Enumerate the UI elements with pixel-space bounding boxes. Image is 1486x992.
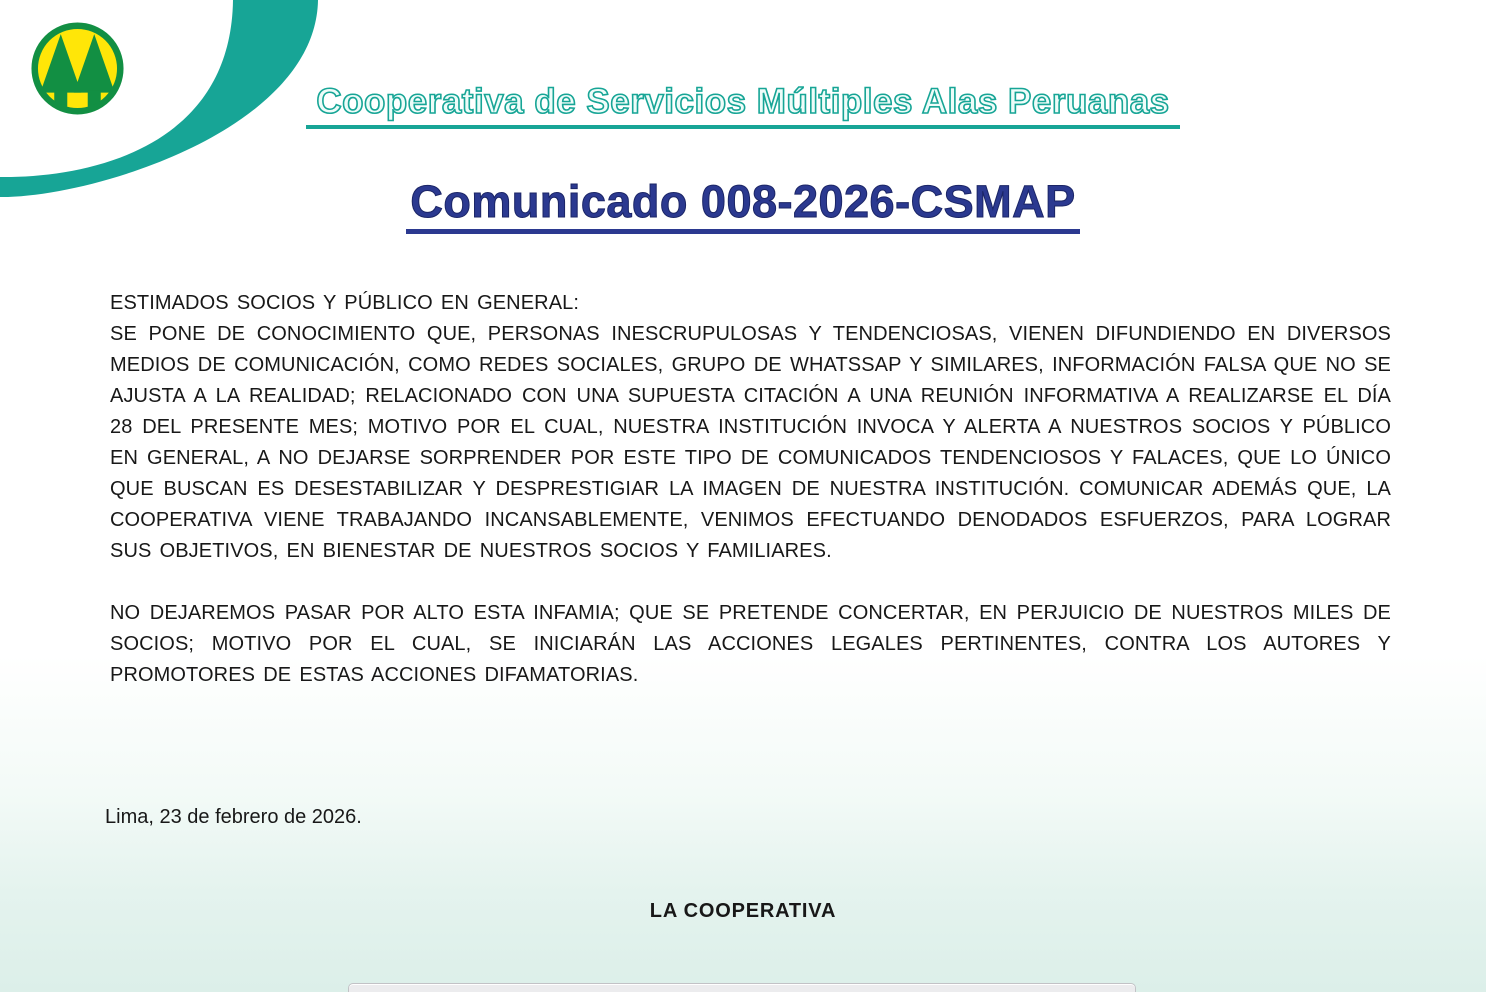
salutation-line: ESTIMADOS SOCIOS Y PÚBLICO EN GENERAL: xyxy=(110,292,580,314)
document-title: Comunicado 008-2026-CSMAP xyxy=(406,176,1079,234)
org-name-header xyxy=(0,82,1486,129)
body-paragraph-1: SE PONE DE CONOCIMIENTO QUE, PERSONAS INESCRUPULOSAS Y TENDENCIOSAS, VIENEN DIFUNDIENDO EN DIVERSOS MEDIOS DE COMUNICACIÓN, COMO REDES SOCIALES, GRUPO DE WHATSSAP Y SIMILARES, INFORMACIÓN FALSA QUE NO SE AJUSTA A LA REALIDAD; RELACIONADO CON UNA SUPUESTA CITACIÓN A UNA REUNIÓN INFORMATIVA A REALIZARSE EL DÍA 28 DEL PRESENTE MES; MOTIVO POR EL CUAL, NUESTRA INSTITUCIÓN INVOCA Y ALERTA A NUESTROS SOCIOS Y PÚBLICO EN GENERAL, A NO DEJARSE SORPRENDER POR ESTE TIPO DE COMUNICADOS TENDENCIOSOS Y FALACES, QUE LO ÚNICO QUE BUSCAN ES DESESTABILIZAR Y DESPRESTIGIAR LA IMAGEN DE NUESTRA INSTITUCIÓN. COMUNICAR ADEMÁS QUE, LA COOPERATIVA VIENE TRABAJANDO INCANSABLEMENTE, VENIMOS EFECTUANDO DENODADOS ESFUERZOS, PARA LOGRAR SUS OBJETIVOS, EN BIENESTAR DE NUESTROS SOCIOS Y FAMILIARES. xyxy=(110,323,1391,562)
background-window-edge[interactable] xyxy=(348,983,1136,992)
signature-line: LA COOPERATIVA xyxy=(649,900,837,922)
date-line: Lima, 23 de febrero de 2026. xyxy=(105,806,362,828)
document-title-wrap xyxy=(0,176,1486,234)
body-paragraph-2: NO DEJAREMOS PASAR POR ALTO ESTA INFAMIA; QUE SE PRETENDE CONCERTAR, EN PERJUICIO DE NUESTROS MILES DE SOCIOS; MOTIVO POR EL CUAL, SE INICIARÁN LAS ACCIONES LEGALES PERTINENTES, CONTRA LOS AUTORES Y PROMOTORES DE ESTAS ACCIONES DIFAMATORIAS. xyxy=(110,602,1391,686)
document-body xyxy=(110,288,1391,691)
org-name-title: Cooperativa de Servicios Múltiples Alas Peruanas xyxy=(306,82,1179,129)
